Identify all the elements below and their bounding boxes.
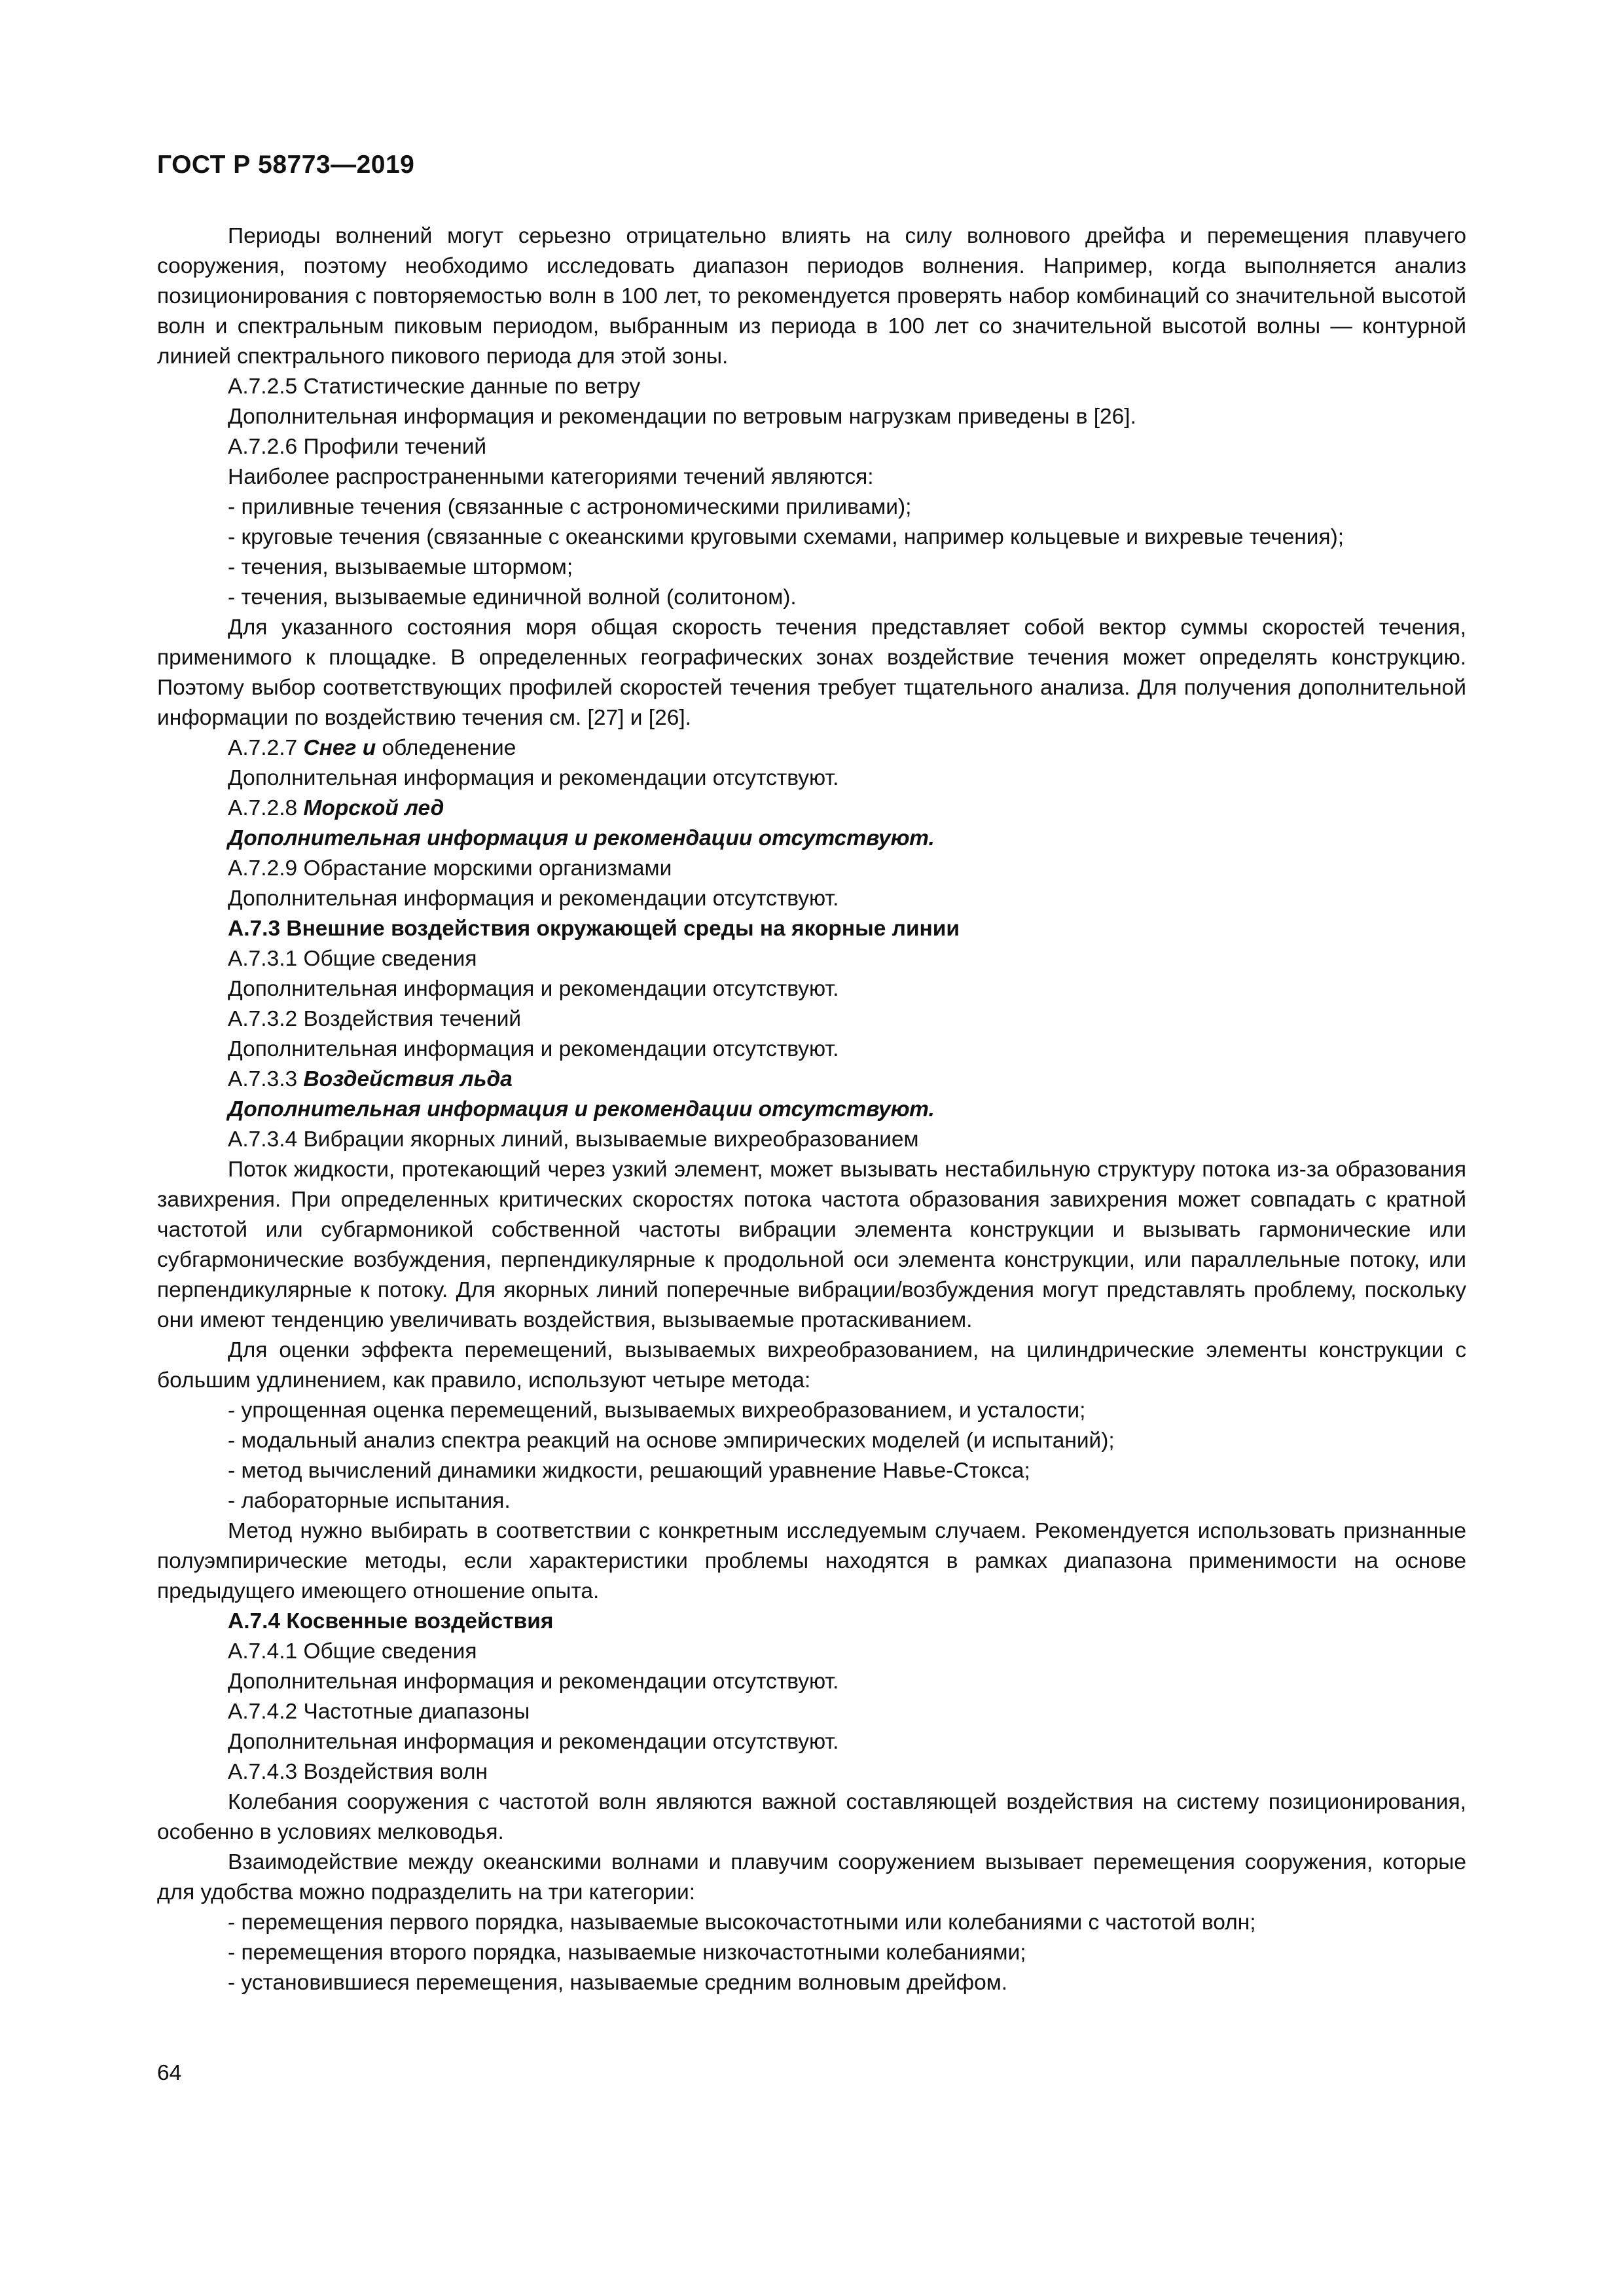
document-body	[157, 221, 1466, 1998]
indented-line: А.7.4.1 Общие сведения	[228, 1639, 477, 1664]
body-paragraph: Поток жидкости, протекающий через узкий элемент, может вызывать нестабильную структуру потока из-за образования завихрения. При определенных критических скоростях потока частота образования завихрения может совпадать с кратной частотой или субгармоникой собственной частоты вибрации элемента конструкции и вызывать гармонические или субгармонические возбуждения, перпендикулярные к продольной оси элемента конструкции, или параллельные потоку, или перпендикулярные к потоку. Для якорных линий поперечные вибрации/возбуждения могут представлять проблему, поскольку они имеют тенденцию увеличивать воздействия, вызываемые протаскиванием.	[157, 1157, 1466, 1332]
subsection-number: А.7.3.3	[228, 1067, 304, 1091]
indented-line: Дополнительная информация и рекомендации по ветровым нагрузкам приведены в [26].	[228, 405, 1136, 429]
list-item: - круговые течения (связанные с океанскими круговыми схемами, например кольцевые и вихревые течения);	[228, 525, 1344, 549]
body-paragraph: Для оценки эффекта перемещений, вызываемых вихреобразованием, на цилиндрические элементы конструкции с большим удлинением, как правило, используют четыре метода:	[157, 1338, 1466, 1393]
list-item: - перемещения второго порядка, называемые низкочастотными колебаниями;	[228, 1941, 1026, 1965]
indented-line: А.7.2.5 Статистические данные по ветру	[228, 374, 641, 399]
list-item: - установившиеся перемещения, называемые средним волновым дрейфом.	[228, 1971, 1008, 1995]
document-header-title: ГОСТ Р 58773—2019	[157, 151, 415, 179]
indented-line: А.7.4.3 Воздействия волн	[228, 1760, 488, 1784]
emphasized-line: Дополнительная информация и рекомендации отсутствуют.	[228, 826, 935, 850]
list-item: - упрощенная оценка перемещений, вызываемых вихреобразованием, и усталости;	[228, 1398, 1086, 1423]
subsection-heading	[157, 1065, 1466, 1095]
indented-line: Дополнительная информация и рекомендации отсутствуют.	[228, 1669, 839, 1694]
indented-line: А.7.2.6 Профили течений	[228, 435, 487, 459]
indented-line: Дополнительная информация и рекомендации отсутствуют.	[228, 886, 839, 911]
subsection-heading	[157, 793, 1466, 824]
indented-line: А.7.2.9 Обрастание морскими организмами	[228, 856, 672, 881]
body-paragraph: Метод нужно выбирать в соответствии с конкретным исследуемым случаем. Рекомендуется использовать признанные полуэмпирические методы, если характеристики проблемы находятся в рамках диапазона применимости на основе предыдущего имеющего отношение опыта.	[157, 1519, 1466, 1603]
indented-line: А.7.4.2 Частотные диапазоны	[228, 1700, 530, 1724]
body-paragraph: Колебания сооружения с частотой волн являются важной составляющей воздействия на систему позиционирования, особенно в условиях мелководья.	[157, 1790, 1466, 1844]
body-paragraph: Взаимодействие между океанскими волнами и плавучим сооружением вызывает перемещения сооружения, которые для удобства можно подразделить на три категории:	[157, 1850, 1466, 1904]
emphasized-line: Дополнительная информация и рекомендации отсутствуют.	[228, 1097, 935, 1121]
section-heading: А.7.3 Внешние воздействия окружающей среды на якорные линии	[228, 917, 960, 941]
section-heading: А.7.4 Косвенные воздействия	[228, 1609, 554, 1633]
list-item: - лабораторные испытания.	[228, 1489, 511, 1513]
indented-line: А.7.3.2 Воздействия течений	[228, 1007, 522, 1031]
subsection-heading	[157, 733, 1466, 763]
indented-line: А.7.3.4 Вибрации якорных линий, вызываемые вихреобразованием	[228, 1127, 919, 1152]
list-item: - перемещения первого порядка, называемые высокочастотными или колебаниями с частотой волн;	[228, 1910, 1256, 1935]
indented-line: Дополнительная информация и рекомендации отсутствуют.	[228, 977, 839, 1001]
body-paragraph: Периоды волнений могут серьезно отрицательно влиять на силу волнового дрейфа и перемещения плавучего сооружения, поэтому необходимо исследовать диапазон периодов волнения. Например, когда выполняется анализ позиционирования с повторяемостью волн в 100 лет, то рекомендуется проверять набор комбинаций со значительной высотой волн и спектральным пиковым периодом, выбранным из периода в 100 лет со значительной высотой волны — контурной линией спектрального пикового периода для этой зоны.	[157, 224, 1466, 369]
indented-line: А.7.3.1 Общие сведения	[228, 947, 477, 971]
subsection-title-emphasis: Снег и	[303, 736, 376, 760]
subsection-title-emphasis: Морской лед	[303, 796, 444, 820]
subsection-number: А.7.2.7	[228, 736, 304, 760]
indented-line: Дополнительная информация и рекомендации отсутствуют.	[228, 1037, 839, 1061]
indented-line: Дополнительная информация и рекомендации отсутствуют.	[228, 1730, 839, 1754]
page-number: 64	[157, 2061, 182, 2085]
subsection-number: А.7.2.8	[228, 796, 304, 820]
indented-line: Дополнительная информация и рекомендации отсутствуют.	[228, 766, 839, 790]
list-item: - приливные течения (связанные с астрономическими приливами);	[228, 495, 912, 519]
list-item: - течения, вызываемые штормом;	[228, 555, 573, 579]
list-item: - модальный анализ спектра реакций на основе эмпирических моделей (и испытаний);	[228, 1429, 1115, 1453]
subsection-title-emphasis: Воздействия льда	[303, 1067, 513, 1091]
list-item: - метод вычислений динамики жидкости, решающий уравнение Навье-Стокса;	[228, 1459, 1030, 1483]
subsection-title-rest: обледенение	[376, 736, 516, 760]
body-paragraph: Для указанного состояния моря общая скорость течения представляет собой вектор суммы скоростей течения, применимого к площадке. В определенных географических зонах воздействие течения может определять конструкцию. Поэтому выбор соответствующих профилей скоростей течения требует тщательного анализа. Для получения дополнительной информации по воздействию течения см. [27] и [26].	[157, 615, 1466, 730]
indented-line: Наиболее распространенными категориями течений являются:	[228, 465, 874, 489]
list-item: - течения, вызываемые единичной волной (солитоном).	[228, 585, 797, 610]
